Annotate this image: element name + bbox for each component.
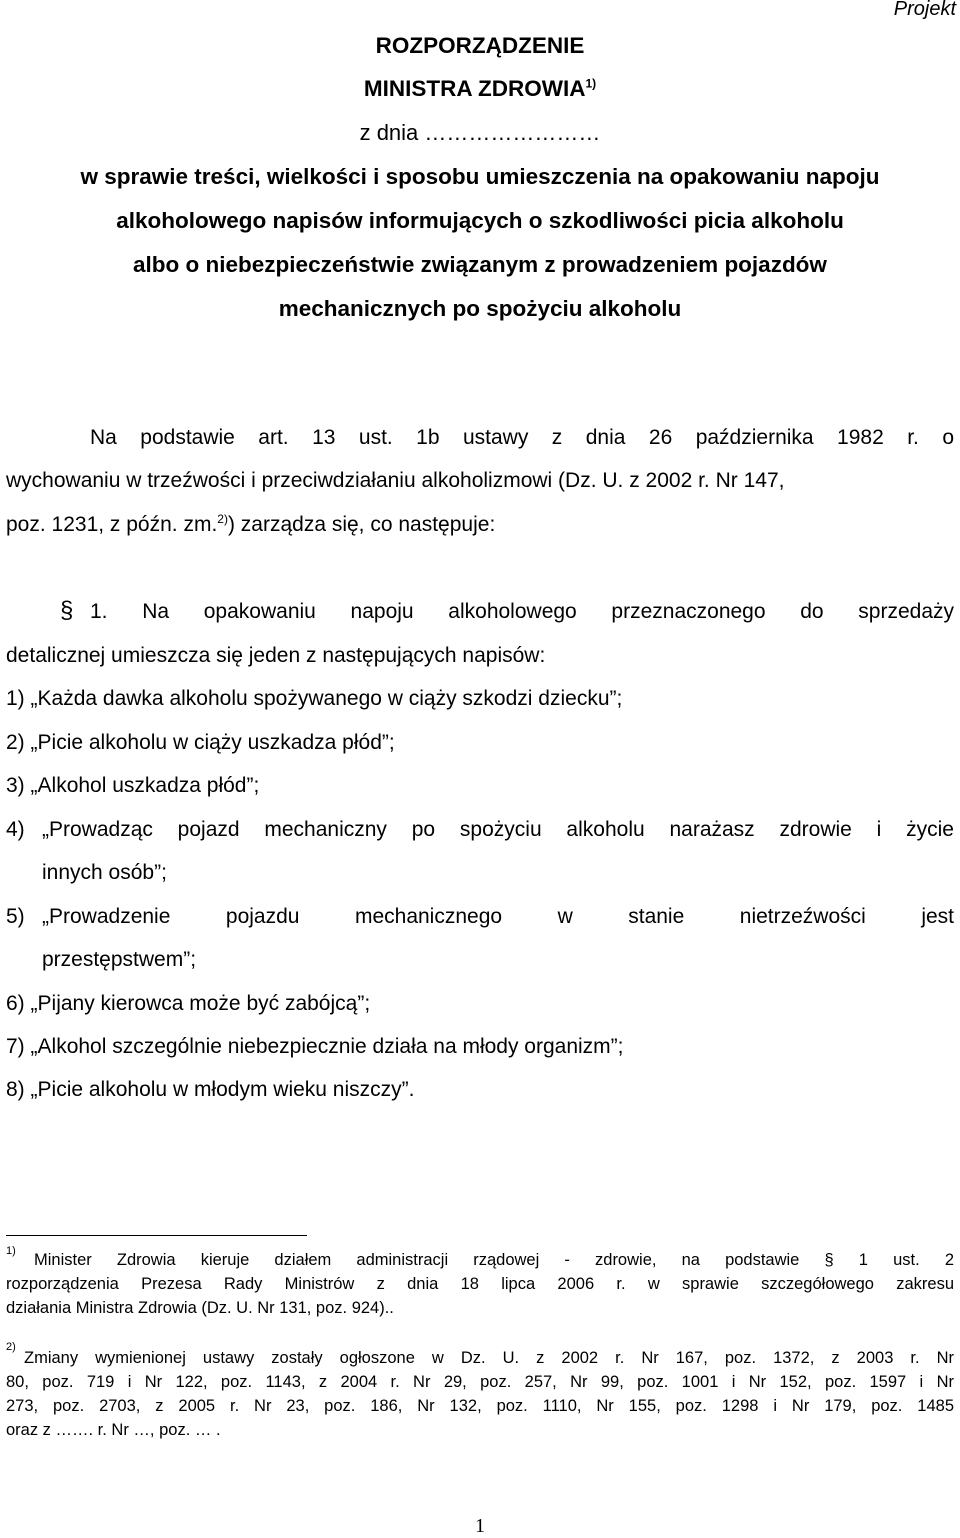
footnote-ref-1[interactable]: 1) bbox=[585, 76, 597, 91]
item-text: „Każda dawka alkoholu spożywanego w ciąży szkodzi dziecku”; bbox=[30, 687, 623, 710]
footnote-2-line-2: 80, poz. 719 i Nr 122, poz. 1143, z 2004 r. Nr 29, poz. 257, Nr 99, poz. 1001 i Nr 152, poz. 1597 i Nr bbox=[6, 1373, 954, 1391]
item-number: 8) bbox=[6, 1078, 25, 1101]
footnote-2-line-1: Zmiany wymienionej ustawy zostały ogłoszone w Dz. U. z 2002 r. Nr 167, poz. 1372, z 2003 r. Nr bbox=[24, 1349, 954, 1367]
footnote-ref-2[interactable]: 2) bbox=[217, 512, 228, 526]
list-item-4-number: 4) bbox=[6, 818, 25, 841]
item-text: „Alkohol uszkadza płód”; bbox=[30, 774, 260, 797]
item-text: „Picie alkoholu w młodym wieku niszczy”. bbox=[30, 1078, 415, 1101]
list-item-5-number: 5) bbox=[6, 905, 25, 928]
document-type-title: ROZPORZĄDZENIE bbox=[375, 33, 585, 58]
preamble-line-1: Na podstawie art. 13 ust. 1b ustawy z dnia 26 października 1982 r. o bbox=[90, 426, 954, 449]
subject-line-4: mechanicznych po spożyciu alkoholu bbox=[278, 296, 682, 321]
item-number: 6) bbox=[6, 992, 25, 1015]
subject-line-2: alkoholowego napisów informujących o szkodliwości picia alkoholu bbox=[116, 208, 844, 233]
item-number: 7) bbox=[6, 1035, 25, 1058]
footnote-2-line-4: oraz z ……. r. Nr …, poz. … . bbox=[6, 1421, 221, 1439]
footnote-1-mark: 1) bbox=[6, 1245, 16, 1257]
footnote-separator bbox=[6, 1235, 307, 1236]
item-text: „Picie alkoholu w ciąży uszkadza płód”; bbox=[30, 731, 395, 754]
issuing-authority-title bbox=[0, 76, 960, 102]
item-text: „Pijany kierowca może być zabójcą”; bbox=[30, 992, 371, 1015]
footnote-1-line-1: Minister Zdrowia kieruje działem administracji rządowej - zdrowie, na podstawie § 1 ust. 2 bbox=[34, 1251, 954, 1269]
preamble-line-3-text: poz. 1231, z późn. zm. bbox=[6, 513, 218, 536]
preamble-line-2: wychowaniu w trzeźwości i przeciwdziałaniu alkoholizmowi (Dz. U. z 2002 r. Nr 147, bbox=[6, 469, 785, 492]
list-item-8 bbox=[6, 1078, 954, 1102]
subject-line-3: albo o niebezpieczeństwie związanym z prowadzeniem pojazdów bbox=[133, 252, 827, 277]
preamble-line-3-end: ) zarządza się, co następuje: bbox=[227, 513, 496, 536]
draft-label: Projekt bbox=[893, 0, 956, 20]
item-number: 1) bbox=[6, 687, 25, 710]
list-item-6 bbox=[6, 992, 954, 1016]
list-item-7 bbox=[6, 1035, 954, 1059]
list-item-4-continuation: innych osób”; bbox=[42, 861, 167, 884]
list-item-2 bbox=[6, 731, 954, 755]
page-number: 1 bbox=[475, 1515, 485, 1537]
footnote-2-line-3: 273, poz. 2703, z 2005 r. Nr 23, poz. 186, Nr 132, poz. 1110, Nr 155, poz. 1298 i Nr 179, poz. 1485 bbox=[6, 1397, 954, 1415]
list-item-5-continuation: przestępstwem”; bbox=[42, 948, 197, 971]
paragraph-1-line-2: detalicznej umieszcza się jeden z następujących napisów: bbox=[6, 644, 546, 667]
item-text: „Alkohol szczególnie niebezpiecznie działa na młody organizm”; bbox=[30, 1035, 624, 1058]
footnote-2-mark: 2) bbox=[6, 1341, 16, 1353]
item-number: 3) bbox=[6, 774, 25, 797]
date-line: z dnia …………………… bbox=[359, 120, 601, 145]
item-number: 2) bbox=[6, 731, 25, 754]
section-symbol: § bbox=[60, 597, 74, 624]
subject-line-1: w sprawie treści, wielkości i sposobu umieszczenia na opakowaniu napoju bbox=[80, 164, 880, 189]
list-item-5-text: „Prowadzenie pojazdu mechanicznego w stanie nietrzeźwości jest bbox=[42, 905, 954, 928]
list-item-3 bbox=[6, 774, 954, 798]
list-item-4-text: „Prowadząc pojazd mechaniczny po spożyciu alkoholu narażasz zdrowie i życie bbox=[42, 818, 954, 841]
issuing-authority-text: MINISTRA ZDROWIA bbox=[363, 76, 586, 101]
paragraph-1-line-1: 1. Na opakowaniu napoju alkoholowego przeznaczonego do sprzedaży bbox=[90, 600, 954, 623]
preamble-line-3 bbox=[6, 513, 954, 537]
footnote-1-line-3: działania Ministra Zdrowia (Dz. U. Nr 131, poz. 924).. bbox=[6, 1299, 394, 1317]
list-item-1 bbox=[6, 687, 954, 711]
footnote-1-line-2: rozporządzenia Prezesa Rady Ministrów z dnia 18 lipca 2006 r. w sprawie szczegółowego zakresu bbox=[6, 1275, 954, 1293]
